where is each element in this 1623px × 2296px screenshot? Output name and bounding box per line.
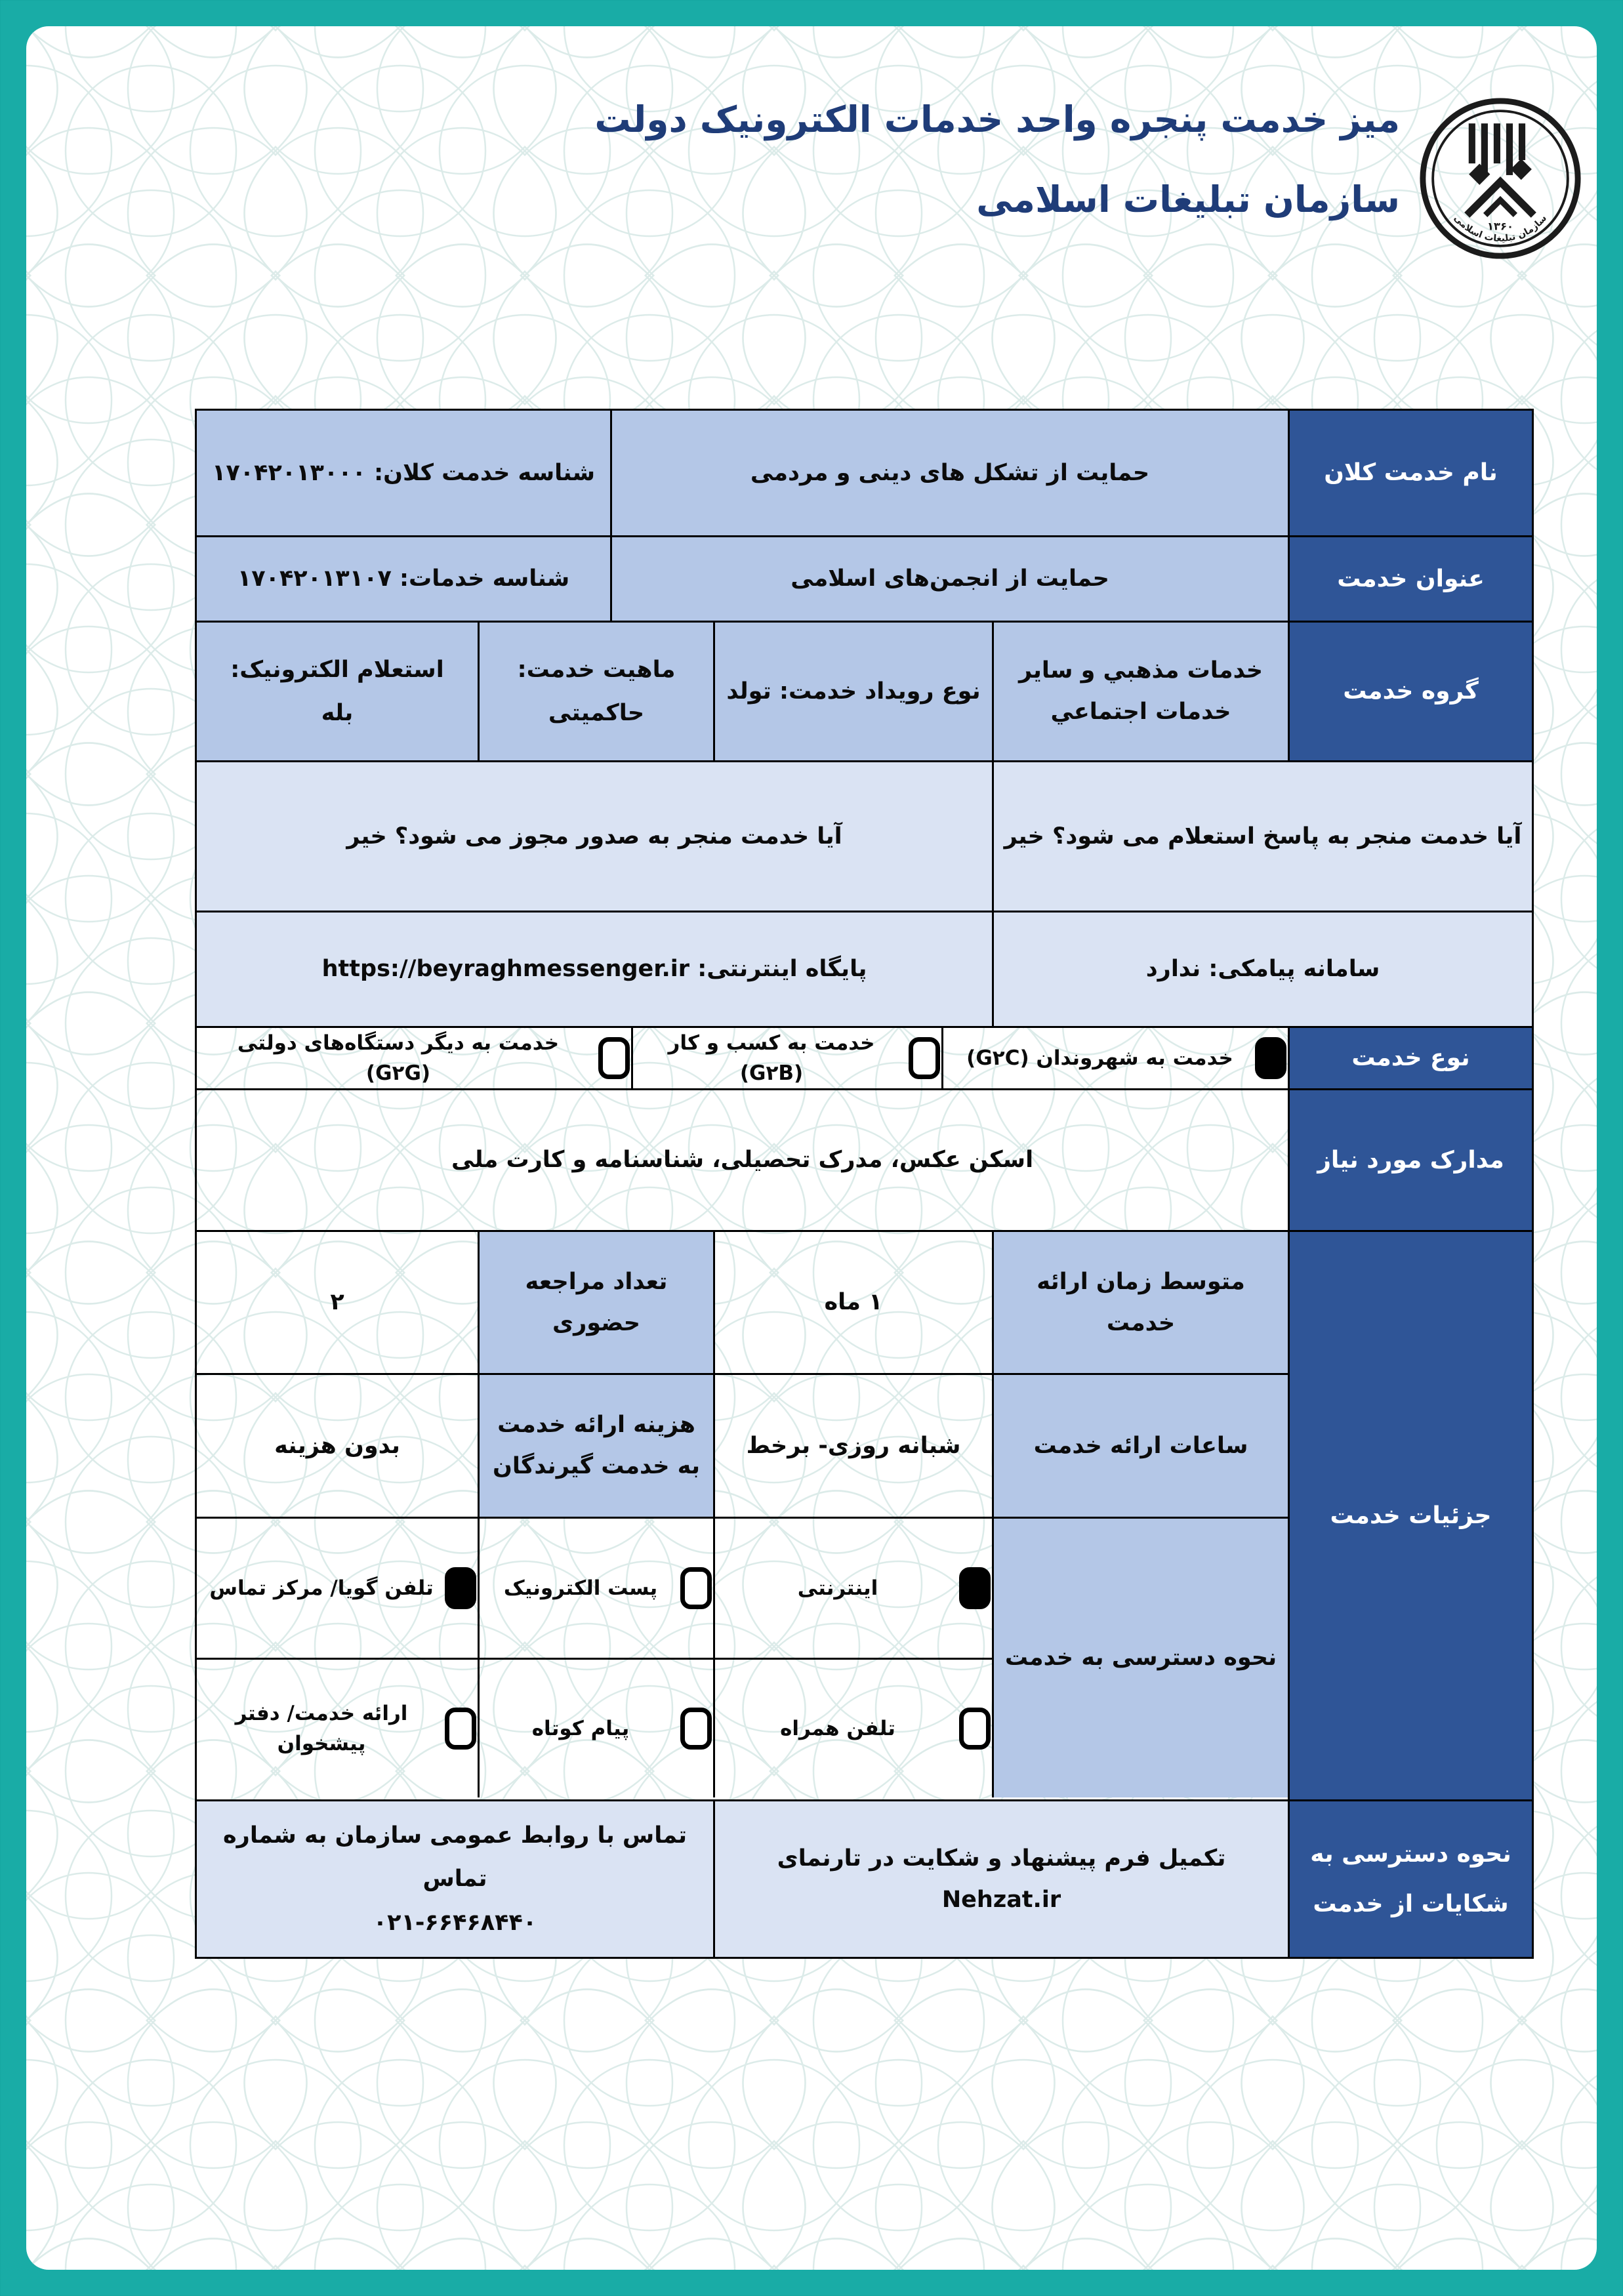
service-details-label: جزئیات خدمت xyxy=(1288,1232,1532,1799)
macro-service-name: حمایت از تشکل های دینی و مردمی xyxy=(610,411,1288,535)
subrow-time-visits xyxy=(197,1232,1288,1373)
service-title-name: حمایت از انجمن‌های اسلامی xyxy=(610,537,1288,621)
avg-time-value: ۱ ماه xyxy=(713,1232,992,1373)
organization-logo-icon xyxy=(1417,95,1584,262)
cost-label: هزینه ارائه خدمت به خدمت گیرندگان xyxy=(478,1375,713,1517)
service-type-option-g2c xyxy=(941,1028,1288,1088)
complaints-phone xyxy=(197,1801,713,1957)
page-title: میز خدمت پنجره واحد خدمات الکترونیک دولت xyxy=(594,98,1400,140)
service-details-grid xyxy=(197,1232,1288,1799)
macro-service-label: نام خدمت کلان xyxy=(1288,411,1532,535)
counter-checkbox[interactable] xyxy=(445,1708,476,1750)
macro-service-id: شناسه خدمت کلان: ۱۷۰۴۲۰۱۳۰۰۰ xyxy=(197,411,610,535)
complaints-phone-number: ۰۲۱-۶۶۴۶۸۴۴۰ xyxy=(373,1909,537,1936)
access-option-counter xyxy=(197,1660,478,1797)
service-group-label: گروه خدمت xyxy=(1288,623,1532,760)
complaints-phone-line1: تماس با روابط عمومی سازمان به شماره تماس xyxy=(223,1822,687,1893)
row-inquiry-license xyxy=(197,760,1532,911)
hours-value: شبانه روزی- برخط xyxy=(713,1375,992,1517)
counter-label: ارائه خدمت/ دفتر پیشخوان xyxy=(235,1701,408,1755)
access-options-row1 xyxy=(197,1519,992,1658)
complaints-label: نحوه دسترسی به شکایات از خدمت xyxy=(1288,1801,1532,1957)
electronic-inquiry xyxy=(197,623,478,760)
service-group-category: خدمات مذهبي و سایر خدمات اجتماعي xyxy=(992,623,1288,760)
electronic-inquiry-line1: استعلام الکترونیک: xyxy=(230,656,444,683)
cost-value: بدون هزینه xyxy=(274,1432,400,1459)
service-nature-line2: حاکمیتی xyxy=(548,700,645,726)
service-nature-line1: ماهیت خدمت: xyxy=(517,656,676,683)
row-required-documents xyxy=(197,1088,1532,1230)
access-option-email xyxy=(478,1519,713,1658)
sms-label: پیام کوتاه xyxy=(531,1716,630,1740)
access-label: نحوه دسترسی به خدمت xyxy=(992,1519,1288,1797)
service-type-option-g2b xyxy=(631,1028,941,1088)
required-documents-label: مدارک مورد نیاز xyxy=(1288,1090,1532,1230)
row-complaints xyxy=(197,1799,1532,1957)
internet-label: اینترنتی xyxy=(797,1576,878,1600)
row-service-group xyxy=(197,621,1532,760)
mobile-label: تلفن همراه xyxy=(780,1716,895,1740)
g2b-label: خدمت به کسب و کار (G۲B) xyxy=(668,1031,875,1085)
inquiry-question: آیا خدمت منجر به پاسخ استعلام می شود؟ خیر xyxy=(992,762,1532,911)
access-option-mobile xyxy=(713,1660,992,1797)
g2c-checkbox[interactable] xyxy=(1255,1037,1286,1079)
sms-checkbox[interactable] xyxy=(680,1708,712,1750)
service-nature xyxy=(478,623,713,760)
required-documents-value: اسکن عکس، مدرک تحصیلی، شناسنامه و کارت ملی xyxy=(451,1147,1034,1173)
service-title-id: شناسه خدمات: ۱۷۰۴۲۰۱۳۱۰۷ xyxy=(197,537,610,621)
website-url: پایگاه اینترنتی: https://beyraghmessenger.ir xyxy=(197,912,992,1026)
hours-label: ساعات ارائه خدمت xyxy=(992,1375,1288,1517)
service-title-label: عنوان خدمت xyxy=(1288,537,1532,621)
service-info-table xyxy=(195,409,1534,1959)
access-options-grid xyxy=(197,1519,992,1797)
subrow-access xyxy=(197,1517,1288,1797)
email-checkbox[interactable] xyxy=(680,1567,712,1609)
row-macro-service xyxy=(197,411,1532,535)
logo-year: ۱۳۶۰ xyxy=(1487,220,1514,233)
visits-value: ۲ xyxy=(330,1289,344,1315)
row-sms-website xyxy=(197,911,1532,1026)
row-service-details xyxy=(197,1230,1532,1799)
callcenter-checkbox[interactable] xyxy=(445,1567,476,1609)
mobile-checkbox[interactable] xyxy=(959,1708,991,1750)
row-service-title xyxy=(197,535,1532,621)
access-options-row2 xyxy=(197,1658,992,1797)
access-option-internet xyxy=(713,1519,992,1658)
subrow-hours-cost xyxy=(197,1373,1288,1517)
access-option-sms xyxy=(478,1660,713,1797)
g2g-label: خدمت به دیگر دستگاه‌های دولتی (G۲G) xyxy=(237,1031,560,1085)
avg-time-label: متوسط زمان ارائه خدمت xyxy=(992,1232,1288,1373)
internet-checkbox[interactable] xyxy=(959,1567,991,1609)
email-label: پست الکترونیک xyxy=(503,1576,658,1600)
sms-system: سامانه پیامکی: ندارد xyxy=(992,912,1532,1026)
complaints-online: تکمیل فرم پیشنهاد و شکایت در تارنمای Nehzat.ir xyxy=(713,1801,1288,1957)
document-card xyxy=(26,26,1597,2270)
g2b-checkbox[interactable] xyxy=(909,1037,940,1079)
visits-label: تعداد مراجعه حضوری xyxy=(478,1232,713,1373)
page-header xyxy=(594,98,1400,220)
g2c-label: خدمت به شهروندان (G۲C) xyxy=(966,1046,1233,1070)
row-service-type xyxy=(197,1026,1532,1088)
callcenter-label: تلفن گویا/ مرکز تماس xyxy=(209,1576,434,1600)
service-event-type: نوع رویداد خدمت: تولد xyxy=(713,623,992,760)
license-question: آیا خدمت منجر به صدور مجوز می شود؟ خیر xyxy=(197,762,992,911)
logo-arc-text: سازمان تبلیغات اسلامی xyxy=(1451,213,1550,244)
g2g-checkbox[interactable] xyxy=(598,1037,630,1079)
service-type-option-g2g xyxy=(197,1028,631,1088)
organization-name: سازمان تبلیغات اسلامی xyxy=(976,178,1400,220)
access-option-callcenter xyxy=(197,1519,478,1658)
service-type-label: نوع خدمت xyxy=(1288,1028,1532,1088)
electronic-inquiry-line2: بله xyxy=(321,700,354,726)
